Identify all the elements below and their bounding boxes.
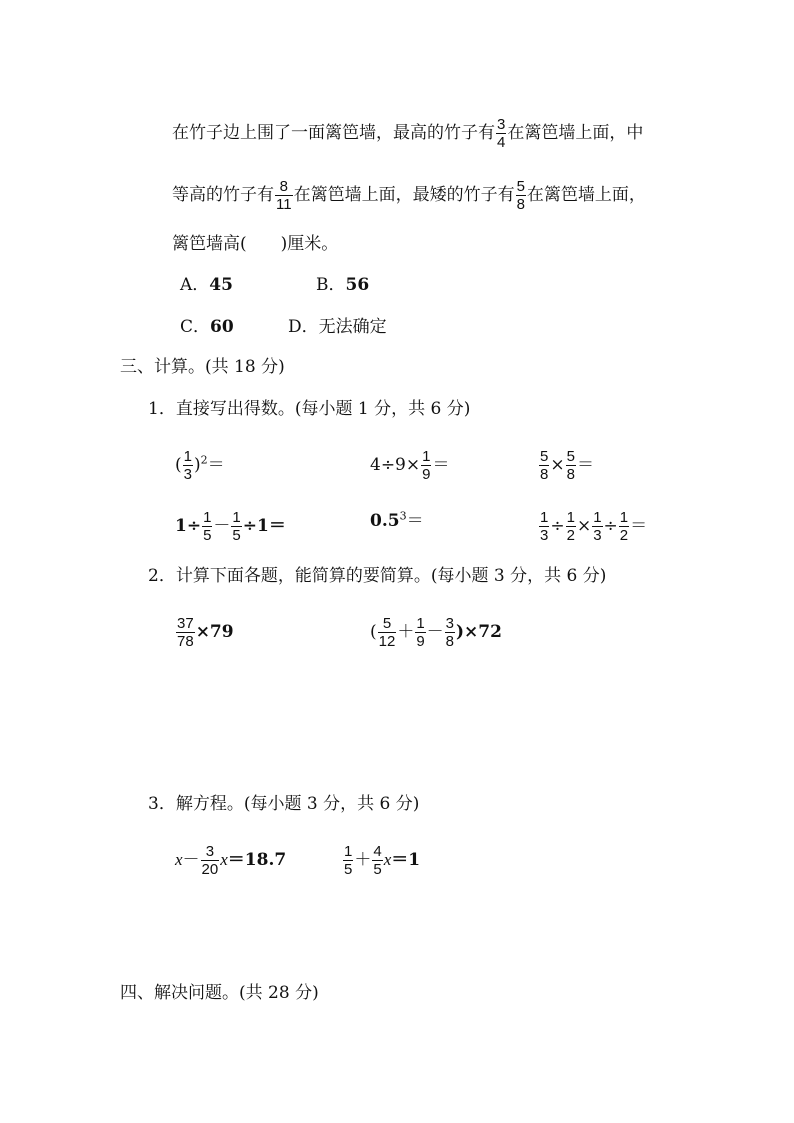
expr-8: ( $\frac{5}{12}$ ＋ $\frac{1}{9}$ － $\frac{3}{8}$ )×72 <box>370 615 502 650</box>
q2-title: 2．计算下面各题，能简算的要简算。(每小题 3 分，共 6 分) <box>148 566 607 586</box>
option-d: D．无法确定 <box>288 317 387 337</box>
option-a: A．45 <box>180 275 233 295</box>
question-line-2: 等高的竹子有 $\frac{8}{11}$ 在篱笆墙上面，最矮的竹子有 $\frac{5}{8}$ 在篱笆墙上面， <box>172 178 646 213</box>
fraction: $\frac{5}{8}$ <box>516 178 525 213</box>
option-c: C．60 <box>180 317 234 337</box>
fraction: $\frac{8}{11}$ <box>276 178 292 213</box>
option-b: B．56 <box>316 275 370 295</box>
expr-2: 4÷9× $\frac{1}{9}$ ＝ <box>370 448 450 483</box>
expr-1: ( $\frac{1}{3}$ )$^2$＝ <box>175 448 225 483</box>
expr-4: 1÷ $\frac{1}{5}$ － $\frac{1}{5}$ ÷1＝ <box>175 509 286 544</box>
equation-2: $\frac{1}{5}$ ＋ $\frac{4}{5}$ x＝1 <box>344 843 421 878</box>
expr-5: $0.5^3=$ <box>370 509 424 531</box>
section-4-title: 四、解决问题。(共 28 分) <box>120 983 319 1003</box>
expr-7: $\frac{37}{78}$ ×79 <box>177 615 234 650</box>
fraction: $\frac{3}{4}$ <box>497 116 506 151</box>
section-3-title: 三、计算。(共 18 分) <box>120 357 285 377</box>
question-line-3: 篱笆墙高( )厘米。 <box>172 234 339 254</box>
q3-title: 3．解方程。(每小题 3 分，共 6 分) <box>148 794 420 814</box>
expr-6: $\frac{1}{3}$ ÷ $\frac{1}{2}$ × $\frac{1}{3}$ ÷ $\frac{1}{2}$ ＝ <box>540 509 648 544</box>
question-line-1: 在竹子边上围了一面篱笆墙，最高的竹子有 $\frac{3}{4}$ 在篱笆墙上面，中 <box>172 116 644 151</box>
q1-title: 1．直接写出得数。(每小题 1 分，共 6 分) <box>148 399 471 419</box>
expr-3: $\frac{5}{8}$ × $\frac{5}{8}$ ＝ <box>540 448 594 483</box>
equation-1: x－ $\frac{3}{20}$ x＝18.7 <box>175 843 287 878</box>
